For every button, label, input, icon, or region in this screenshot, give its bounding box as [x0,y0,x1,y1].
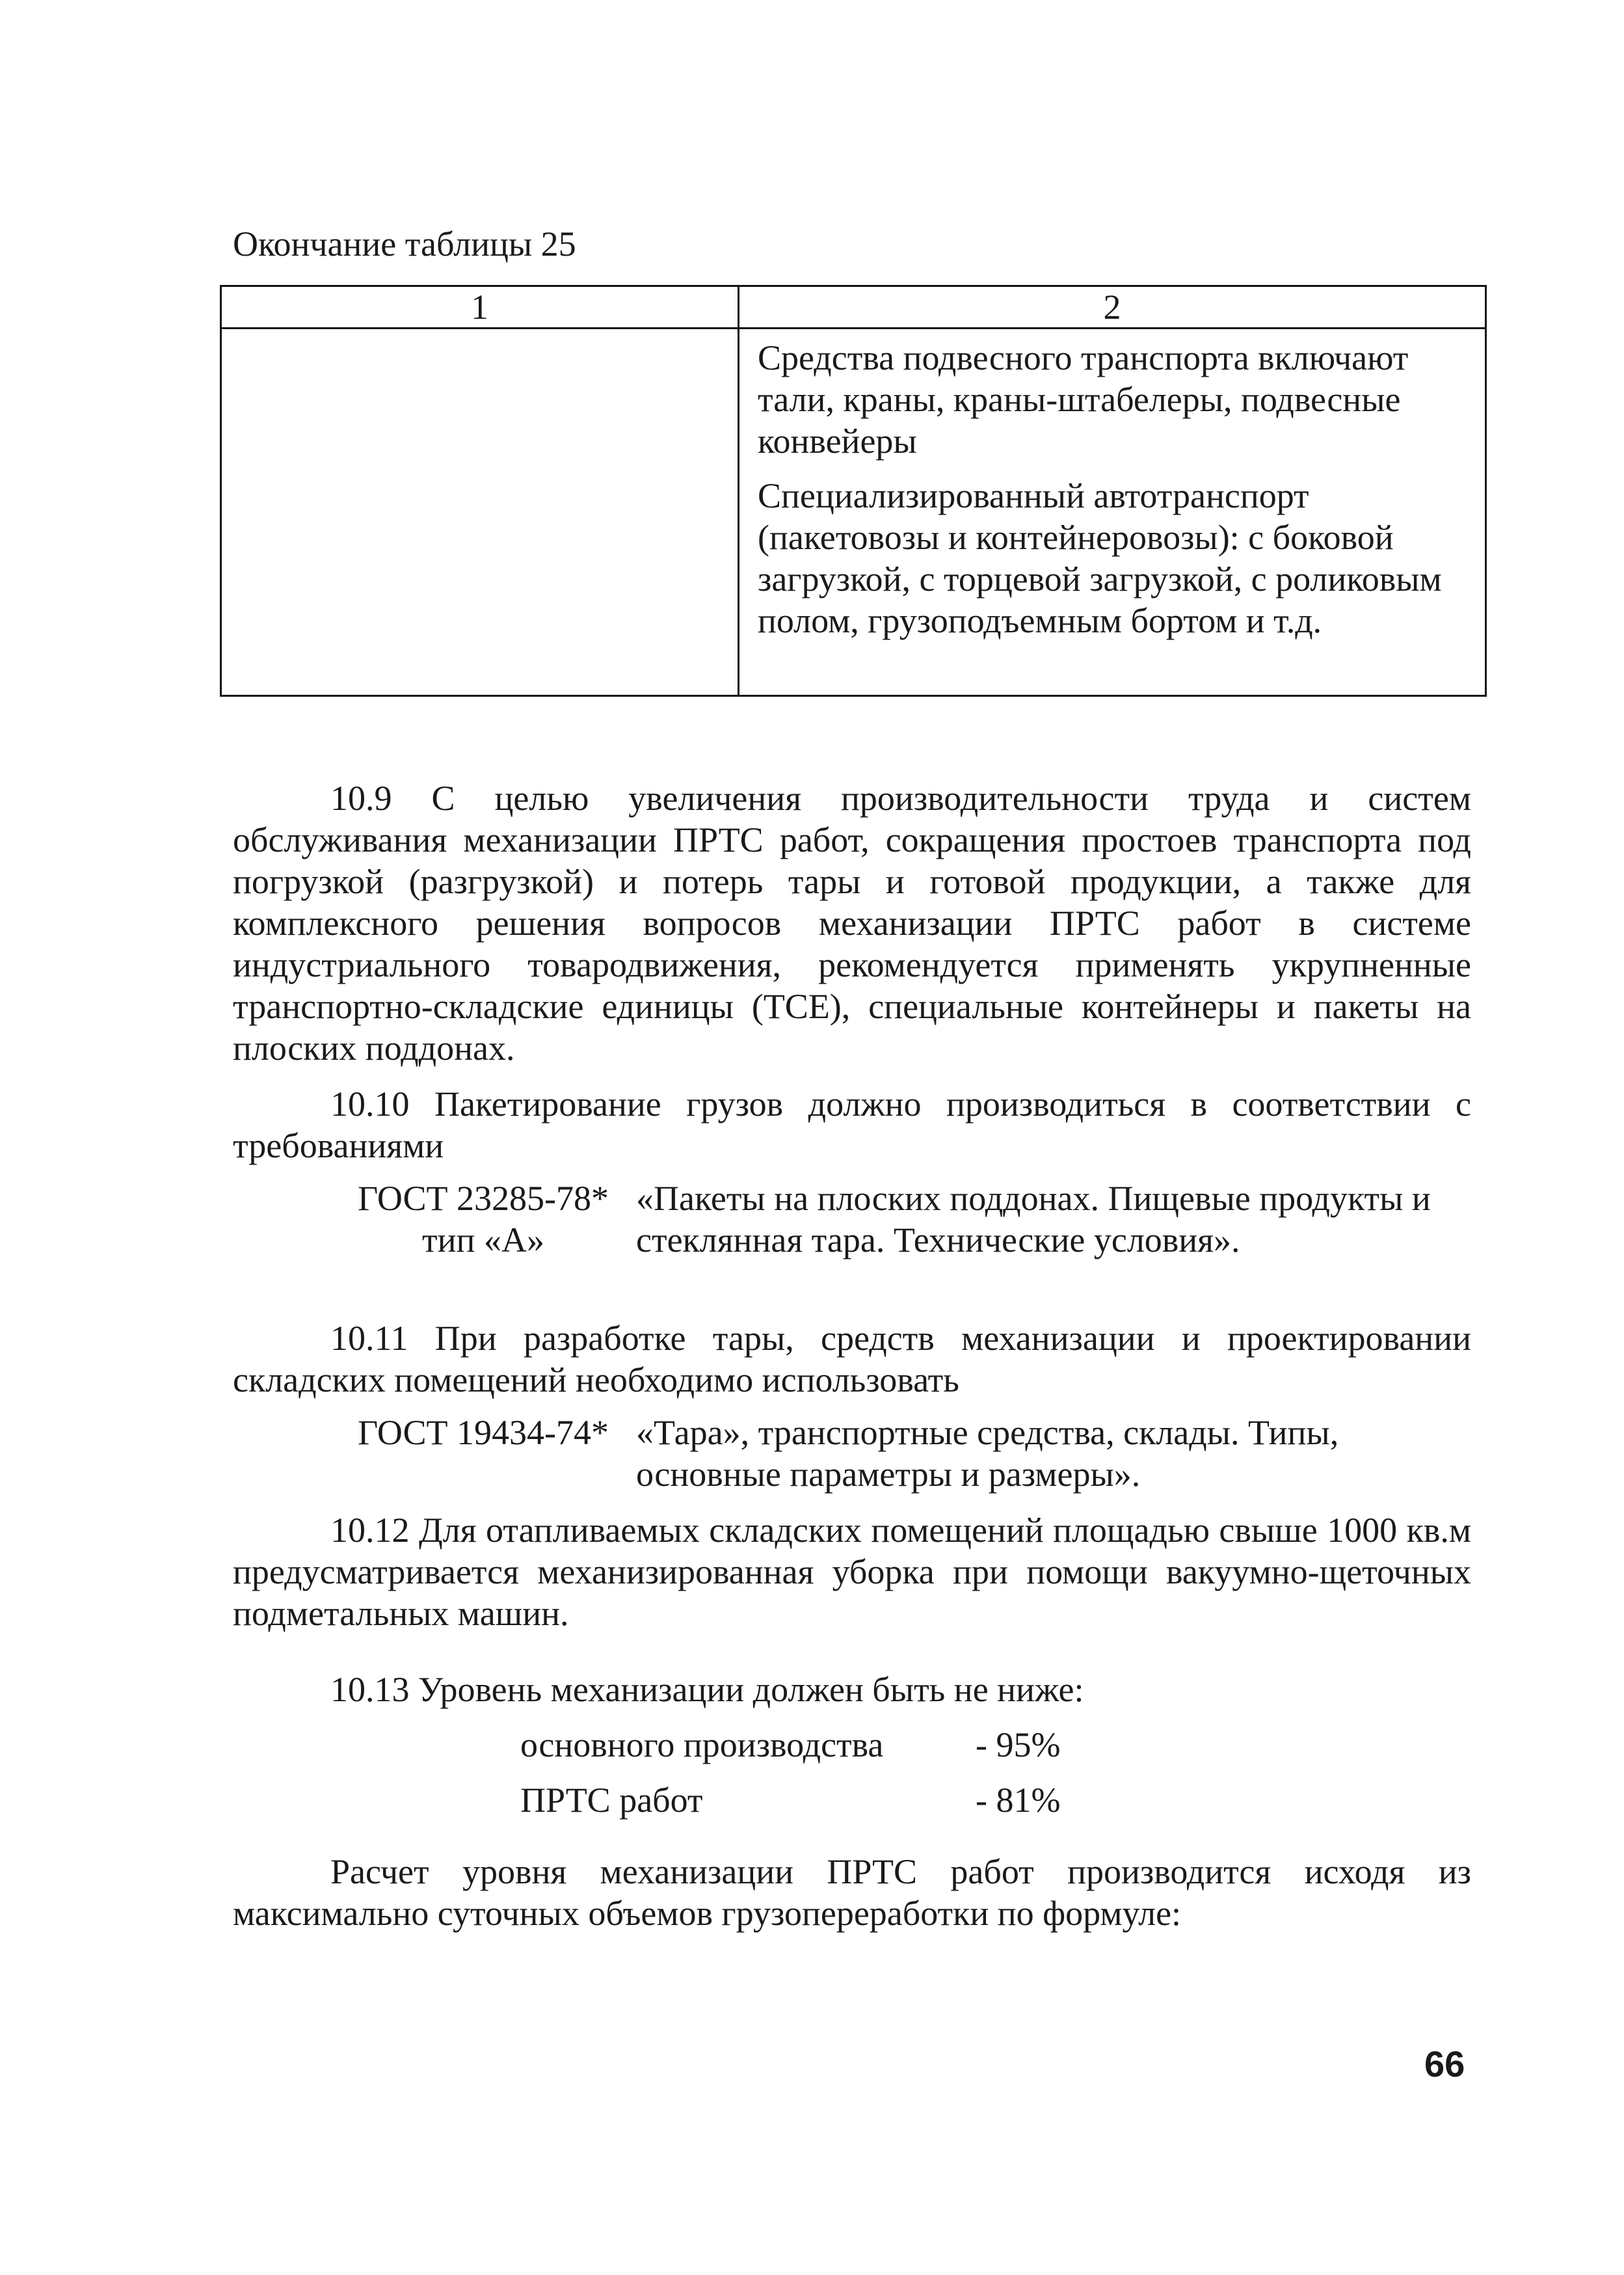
gost-reference-2 [330,1412,1449,1495]
table-caption: Окончание таблицы 25 [233,224,576,263]
paragraph-10-12: 10.12 Для отапливаемых складских помещений площадью свыше 1000 кв.м предусматривается механизированная уборка при помощи вакуумно-щеточных подметальных машин. [233,1511,1471,1633]
paragraph-calculation: Расчет уровня механизации ПРТС работ производится исходя из максимально суточных объемов грузопереработки по формуле: [233,1852,1471,1933]
gost-reference-1 [330,1178,1449,1261]
table-cell-col2 [739,329,1486,696]
gost-code-block [330,1178,636,1261]
gost-type: тип «А» [422,1220,544,1259]
table-25 [220,285,1487,697]
table-row [221,329,1486,696]
paragraph-10-11: 10.11 При разработке тары, средств механизации и проектировании складских помещений необходимо использовать [233,1319,1471,1399]
level-label: основного производства [520,1725,884,1764]
column-header-1: 1 [221,286,739,329]
table-header-row [221,286,1486,329]
gost-description: «Тара», транспортные средства, склады. Типы, основные параметры и размеры». [636,1413,1339,1494]
level-label: ПРТС работ [520,1781,703,1820]
level-row-prts [520,1779,1060,1821]
level-row-production [520,1724,1060,1766]
table-cell-col1 [221,329,739,696]
level-value: - 81% [976,1781,1061,1820]
paragraph-10-13: 10.13 Уровень механизации должен быть не ниже: [330,1670,1084,1709]
level-value: - 95% [976,1725,1061,1764]
cell-paragraph: Специализированный автотранспорт (пакетовозы и контейнеровозы): с боковой загрузкой, с торцевой загрузкой, с роликовым полом, грузоподъемным бортом и т.д. [758,476,1442,640]
gost-code: ГОСТ 23285-78* [357,1179,609,1218]
page-number: 66 [1424,2043,1465,2084]
gost-description: «Пакеты на плоских поддонах. Пищевые продукты и стеклянная тара. Технические условия». [636,1179,1431,1259]
paragraph-10-10: 10.10 Пакетирование грузов должно производиться в соответствии с требованиями [233,1084,1471,1165]
paragraph-10-9: 10.9 С целью увеличения производительности труда и систем обслуживания механизации ПРТС работ, сокращения простоев транспорта под погрузкой (разгрузкой) и потерь тары и готовой продукции, а также для комплексного решения вопросов механизации ПРТС работ в системе индустриального товародвижения, рекомендуется применять укрупненные транспортно-складские единицы (ТСЕ), специальные контейнеры и пакеты на плоских поддонах. [233,779,1471,1068]
cell-paragraph: Средства подвесного транспорта включают тали, краны, краны-штабелеры, подвесные конвейеры [758,338,1409,461]
column-header-2: 2 [739,286,1486,329]
gost-code: ГОСТ 19434-74* [357,1413,609,1452]
